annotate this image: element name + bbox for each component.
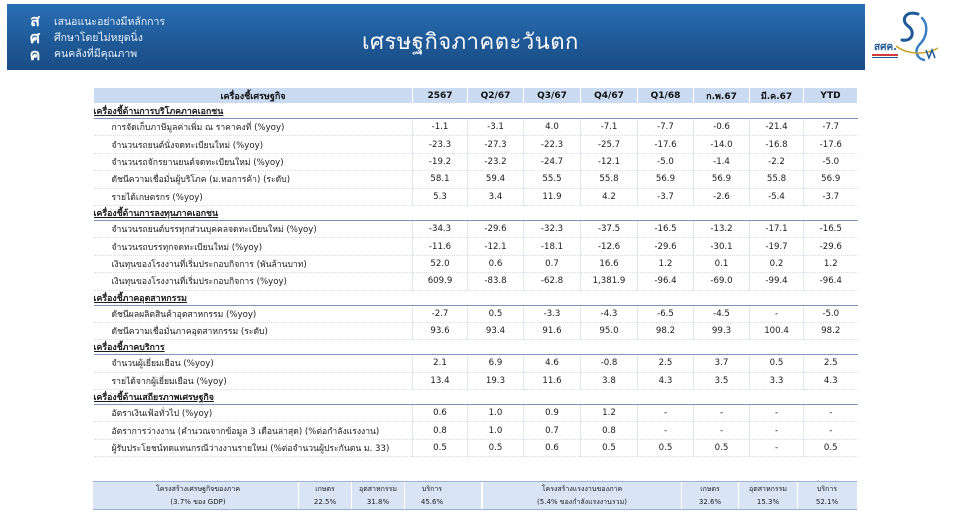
indicator-value: 0.5	[468, 305, 524, 322]
indicator-value: -0.6	[694, 119, 750, 136]
indicator-value: -1.1	[413, 119, 468, 136]
table-row	[94, 422, 858, 439]
indicator-value: -62.8	[524, 273, 581, 290]
indicator-value: 11.6	[524, 372, 581, 389]
indicator-value: -	[638, 422, 694, 439]
indicator-value: 1.2	[581, 405, 638, 422]
indicator-value: -3.7	[638, 188, 694, 205]
indicator-value: 0.7	[524, 255, 581, 272]
indicator-value: 5.3	[413, 188, 468, 205]
indicator-value: 100.4	[750, 322, 804, 339]
indicator-value: -11.6	[413, 238, 468, 255]
indicator-value: 0.7	[524, 422, 581, 439]
indicator-value: 0.5	[638, 439, 694, 456]
indicator-value: -6.5	[638, 305, 694, 322]
indicator-value: 6.9	[468, 355, 524, 372]
indicator-value: 93.4	[468, 322, 524, 339]
header-banner	[7, 4, 865, 70]
indicator-value: -1.4	[694, 153, 750, 170]
column-header: YTD	[804, 88, 858, 104]
table-row	[94, 322, 858, 339]
indicator-value: -83.8	[468, 273, 524, 290]
indicator-value: 0.8	[581, 422, 638, 439]
indicator-value: -29.6	[804, 238, 858, 255]
indicator-label: ดัชนีผลผลิตสินค้าอุตสาหกรรม (%yoy)	[94, 305, 413, 322]
logo-char: ศ	[29, 28, 41, 47]
table-row	[94, 405, 858, 422]
indicator-value: 13.4	[413, 372, 468, 389]
indicator-label: การจัดเก็บภาษีมูลค่าเพิ่ม ณ ราคาคงที่ (%yoy)	[94, 119, 413, 136]
indicator-value: 52.0	[413, 255, 468, 272]
indicator-value: 1.0	[468, 405, 524, 422]
section-header-row	[94, 390, 858, 405]
slogan-line: คนคลังที่มีคุณภาพ	[54, 48, 138, 60]
indicator-value: 0.6	[468, 255, 524, 272]
footer-header: อุตสาหกรรม	[359, 485, 397, 493]
table-row	[94, 153, 858, 170]
indicator-value: -	[750, 305, 804, 322]
page-title: เศรษฐกิจภาคตะวันตก	[362, 30, 579, 55]
indicator-value: -18.1	[524, 238, 581, 255]
indicator-value: -29.6	[468, 220, 524, 237]
labor-structure-title: โครงสร้างแรงงานของภาค	[541, 485, 623, 493]
fpo-logo	[25, 13, 47, 64]
indicator-value: 1,381.9	[581, 273, 638, 290]
indicator-value: 98.2	[638, 322, 694, 339]
table-row	[94, 136, 858, 153]
indicator-value: -17.1	[750, 220, 804, 237]
indicator-value: 3.4	[468, 188, 524, 205]
indicator-value: -27.3	[468, 136, 524, 153]
indicator-value: -99.4	[750, 273, 804, 290]
fpo-brand-logo-icon	[866, 6, 946, 68]
column-header: Q4/67	[581, 88, 638, 104]
section-title: เครื่องชี้ภาคบริการ	[94, 340, 858, 355]
indicator-value: -	[750, 405, 804, 422]
indicator-value: -7.7	[638, 119, 694, 136]
column-header: Q3/67	[524, 88, 581, 104]
indicator-value: 0.6	[413, 405, 468, 422]
table-row	[94, 119, 858, 136]
indicator-value: 11.9	[524, 188, 581, 205]
indicator-value: 0.8	[413, 422, 468, 439]
indicator-value: -7.1	[581, 119, 638, 136]
table-row	[94, 238, 858, 255]
indicator-value: -5.0	[638, 153, 694, 170]
indicator-value: 0.5	[694, 439, 750, 456]
indicator-value: -30.1	[694, 238, 750, 255]
table-row	[94, 220, 858, 237]
indicator-value: 4.0	[524, 119, 581, 136]
indicator-value: -13.2	[694, 220, 750, 237]
indicator-value: -23.2	[468, 153, 524, 170]
indicator-label: อัตราเงินเฟ้อทั่วไป (%yoy)	[94, 405, 413, 422]
section-title: เครื่องชี้ด้านเสถียรภาพเศรษฐกิจ	[94, 390, 858, 405]
indicator-label: เงินทุนของโรงงานที่เริ่มประกอบกิจการ (พันล้านบาท)	[94, 255, 413, 272]
column-header: มี.ค.67	[750, 88, 804, 104]
indicator-value: -	[750, 422, 804, 439]
indicator-label: จำนวนผู้เยี่ยมเยือน (%yoy)	[94, 355, 413, 372]
footer-value: 52.1%	[815, 498, 839, 506]
indicator-label: จำนวนรถจักรยานยนต์จดทะเบียนใหม่ (%yoy)	[94, 153, 413, 170]
indicator-value: -21.4	[750, 119, 804, 136]
indicator-value: 0.1	[694, 255, 750, 272]
indicator-value: -2.2	[750, 153, 804, 170]
column-header: Q1/68	[638, 88, 694, 104]
indicator-value: 4.3	[804, 372, 858, 389]
indicator-value: -32.3	[524, 220, 581, 237]
footer-header: บริการ	[421, 485, 443, 493]
economic-structure-subtitle: (3.7% ของ GDP)	[170, 498, 226, 506]
logo-char: ค	[29, 45, 41, 64]
table-row	[94, 355, 858, 372]
economic-indicators-table	[93, 87, 858, 457]
indicator-value: 19.3	[468, 372, 524, 389]
indicator-value: 55.5	[524, 171, 581, 188]
indicator-label: รายได้เกษตรกร (%yoy)	[94, 188, 413, 205]
column-header: Q2/67	[468, 88, 524, 104]
indicator-value: -16.5	[638, 220, 694, 237]
indicator-label: อัตราการว่างงาน (คำนวณจากข้อมูล 3 เดือนล่าสุด) (%ต่อกำลังแรงงาน)	[94, 422, 413, 439]
indicator-value: 0.5	[413, 439, 468, 456]
indicator-label: ผู้รับประโยชน์ทดแทนกรณีว่างงานรายใหม่ (%ต่อจำนวนผู้ประกันตน ม. 33)	[94, 439, 413, 456]
indicator-label: เงินทุนของโรงงานที่เริ่มประกอบกิจการ (%yoy)	[94, 273, 413, 290]
table-row	[94, 273, 858, 290]
section-header-row	[94, 340, 858, 355]
slogan	[54, 14, 165, 62]
table-row	[94, 372, 858, 389]
section-header-row	[94, 104, 858, 119]
indicator-value: -16.5	[804, 220, 858, 237]
indicator-label: รายได้จากผู้เยี่ยมเยือน (%yoy)	[94, 372, 413, 389]
indicator-value: -96.4	[638, 273, 694, 290]
indicator-value: -19.2	[413, 153, 468, 170]
indicator-value: 4.3	[638, 372, 694, 389]
labor-structure-subtitle: (5.4% ของกำลังแรงงานรวม)	[537, 498, 627, 506]
indicator-value: 56.9	[804, 171, 858, 188]
indicator-label: จำนวนรถยนต์นั่งจดทะเบียนใหม่ (%yoy)	[94, 136, 413, 153]
indicator-value: 1.0	[468, 422, 524, 439]
indicator-value: 16.6	[581, 255, 638, 272]
footer-value: 45.6%	[420, 498, 444, 506]
indicator-value: 55.8	[750, 171, 804, 188]
indicator-value: 0.9	[524, 405, 581, 422]
section-header-row	[94, 205, 858, 220]
indicator-value: -24.7	[524, 153, 581, 170]
indicator-value: 95.0	[581, 322, 638, 339]
indicator-value: -17.6	[638, 136, 694, 153]
indicator-label: ดัชนีความเชื่อมั่นผู้บริโภค (ม.หอการค้า) (ระดับ)	[94, 171, 413, 188]
footer-header: เกษตร	[315, 485, 335, 493]
indicator-value: 91.6	[524, 322, 581, 339]
indicator-value: 2.5	[638, 355, 694, 372]
indicator-value: -	[638, 405, 694, 422]
indicator-value: -4.3	[581, 305, 638, 322]
table-row	[94, 439, 858, 456]
indicator-value: -29.6	[638, 238, 694, 255]
indicator-value: -3.7	[804, 188, 858, 205]
column-header-indicator: เครื่องชี้เศรษฐกิจ	[94, 88, 413, 104]
indicator-value: 3.8	[581, 372, 638, 389]
indicator-value: 55.8	[581, 171, 638, 188]
indicator-value: -3.1	[468, 119, 524, 136]
footer-value: 32.6%	[698, 498, 722, 506]
indicator-value: 4.2	[581, 188, 638, 205]
indicator-value: 93.6	[413, 322, 468, 339]
table-row	[94, 305, 858, 322]
indicator-label: จำนวนรถยนต์บรรทุกส่วนบุคคลจดทะเบียนใหม่ (%yoy)	[94, 220, 413, 237]
indicator-value: -2.7	[413, 305, 468, 322]
column-header: 2567	[413, 88, 468, 104]
indicator-value: 4.6	[524, 355, 581, 372]
indicator-value: -34.3	[413, 220, 468, 237]
table-row	[94, 255, 858, 272]
indicator-value: -3.3	[524, 305, 581, 322]
indicator-value: 3.3	[750, 372, 804, 389]
indicator-value: -12.6	[581, 238, 638, 255]
section-title: เครื่องชี้ด้านการลงทุนภาคเอกชน	[94, 205, 858, 220]
table-row	[94, 171, 858, 188]
economic-structure-title: โครงสร้างเศรษฐกิจของภาค	[155, 485, 241, 493]
indicator-value: -12.1	[468, 238, 524, 255]
brand-text: สศค.	[874, 42, 897, 53]
indicator-value: 1.2	[804, 255, 858, 272]
indicator-value: 59.4	[468, 171, 524, 188]
indicator-value: 1.2	[638, 255, 694, 272]
slogan-line: ศึกษาโดยไม่หยุดนิ่ง	[54, 32, 143, 44]
indicator-value: -16.8	[750, 136, 804, 153]
indicator-value: 0.6	[524, 439, 581, 456]
indicator-value: 99.3	[694, 322, 750, 339]
indicator-value: 0.2	[750, 255, 804, 272]
indicator-value: -	[694, 422, 750, 439]
indicator-value: 0.5	[581, 439, 638, 456]
table-body	[94, 104, 858, 457]
section-title: เครื่องชี้ภาคอุตสาหกรรม	[94, 290, 858, 305]
footer-header: บริการ	[816, 485, 838, 493]
indicator-value: -5.0	[804, 153, 858, 170]
indicator-value: 3.7	[694, 355, 750, 372]
indicator-value: -25.7	[581, 136, 638, 153]
footer-header: เกษตร	[700, 485, 720, 493]
structure-summary-bar	[93, 481, 857, 510]
indicator-value: -4.5	[694, 305, 750, 322]
indicator-value: -	[750, 439, 804, 456]
indicator-value: 56.9	[694, 171, 750, 188]
indicator-value: 2.1	[413, 355, 468, 372]
slogan-line: เสนอแนะอย่างมีหลักการ	[54, 16, 166, 28]
footer-value: 31.8%	[366, 498, 390, 506]
indicator-value: -5.4	[750, 188, 804, 205]
indicator-value: 56.9	[638, 171, 694, 188]
indicator-value: -12.1	[581, 153, 638, 170]
indicator-value: -14.0	[694, 136, 750, 153]
indicator-value: -	[804, 422, 858, 439]
table-row	[94, 188, 858, 205]
indicator-value: -19.7	[750, 238, 804, 255]
section-title: เครื่องชี้ด้านการบริโภคภาคเอกชน	[94, 104, 858, 119]
indicator-value: -	[804, 405, 858, 422]
indicator-value: 609.9	[413, 273, 468, 290]
indicator-value: -22.3	[524, 136, 581, 153]
table-header-row	[94, 88, 858, 104]
indicator-value: -69.0	[694, 273, 750, 290]
indicator-value: 0.5	[750, 355, 804, 372]
footer-header: อุตสาหกรรม	[749, 485, 787, 493]
indicator-value: -17.6	[804, 136, 858, 153]
indicator-value: -5.0	[804, 305, 858, 322]
indicator-value: 58.1	[413, 171, 468, 188]
indicator-value: -7.7	[804, 119, 858, 136]
indicator-value: -96.4	[804, 273, 858, 290]
indicator-value: 98.2	[804, 322, 858, 339]
footer-value: 15.3%	[756, 498, 780, 506]
section-header-row	[94, 290, 858, 305]
indicator-value: -0.8	[581, 355, 638, 372]
indicator-value: 0.5	[804, 439, 858, 456]
indicator-value: -	[694, 405, 750, 422]
logo-char: ส	[30, 11, 40, 30]
indicator-value: 3.5	[694, 372, 750, 389]
indicator-value: 2.5	[804, 355, 858, 372]
indicator-label: ดัชนีความเชื่อมั่นภาคอุตสาหกรรม (ระดับ)	[94, 322, 413, 339]
column-header: ก.พ.67	[694, 88, 750, 104]
indicator-value: -23.3	[413, 136, 468, 153]
indicator-label: จำนวนรถบรรทุกจดทะเบียนใหม่ (%yoy)	[94, 238, 413, 255]
footer-value: 22.5%	[313, 498, 337, 506]
indicator-value: 0.5	[468, 439, 524, 456]
indicator-value: -2.6	[694, 188, 750, 205]
indicator-value: -37.5	[581, 220, 638, 237]
